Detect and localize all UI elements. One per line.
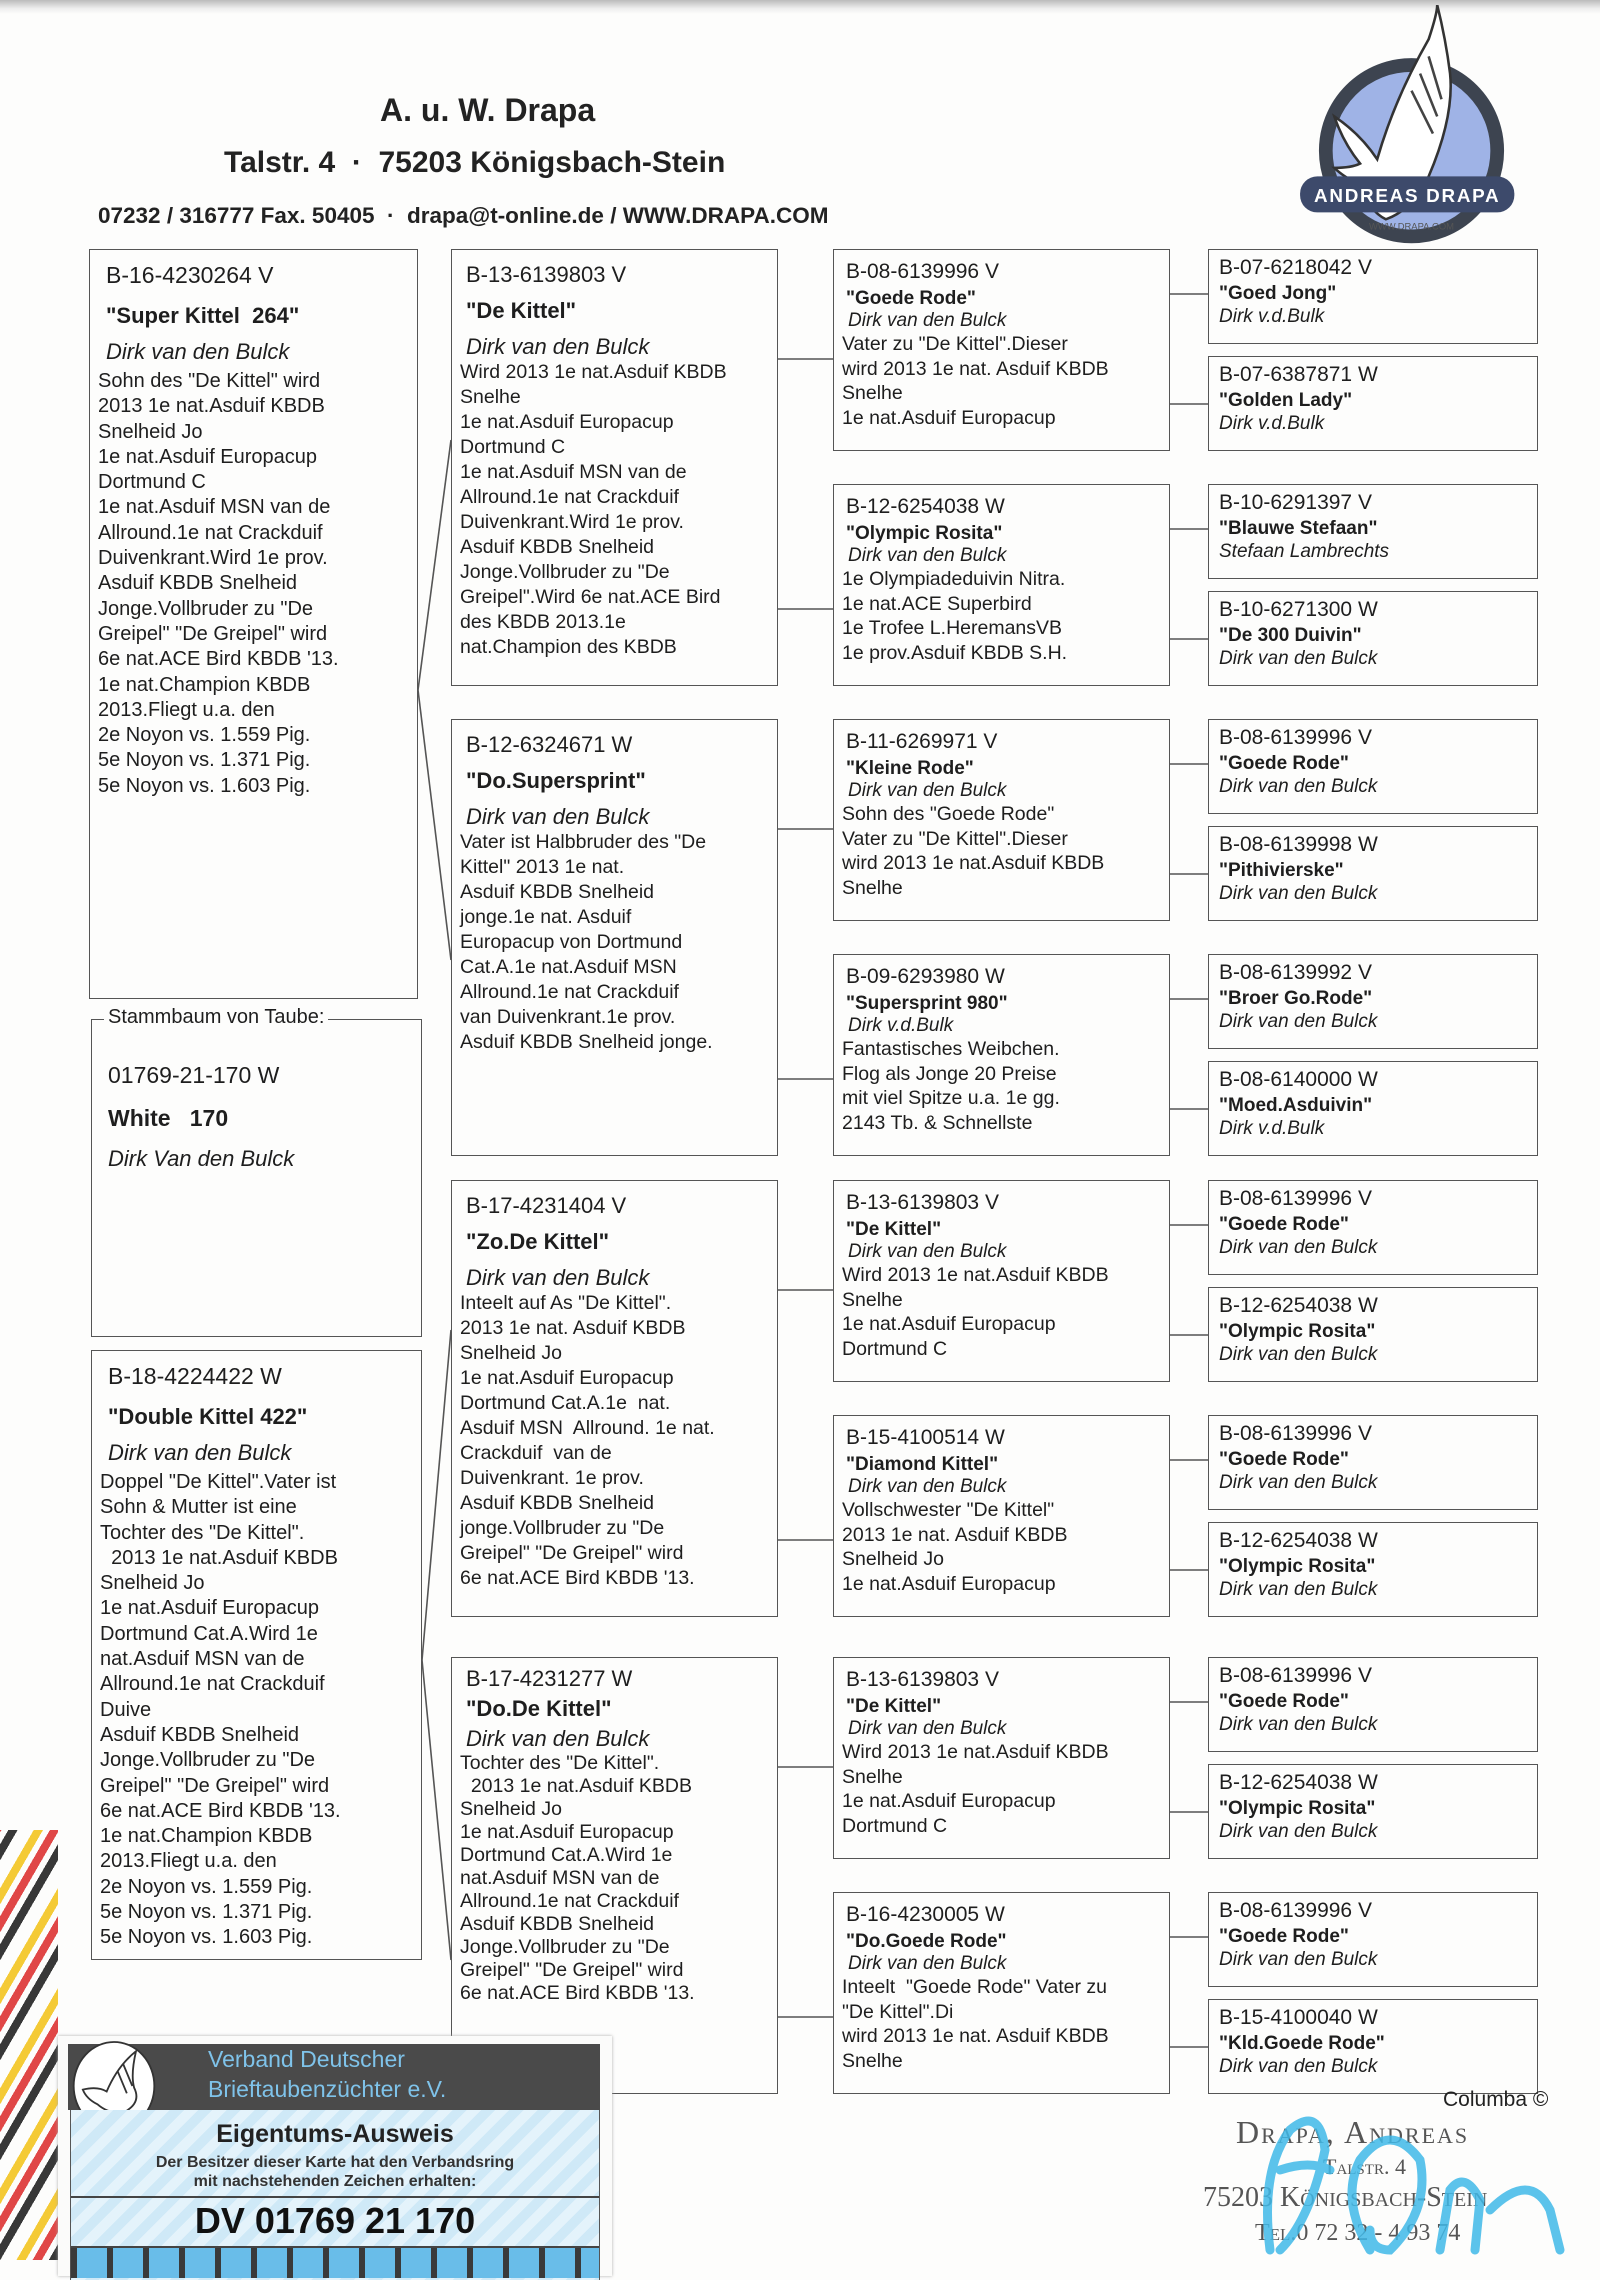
card-text-2: mit nachstehenden Zeichen erhalten:	[193, 2173, 477, 2190]
achievement-line: Dortmund C	[98, 471, 206, 494]
pedigree-box	[1208, 1522, 1538, 1617]
subject-box	[91, 1019, 422, 1337]
breeder-name: Dirk van den Bulck	[1219, 1949, 1378, 1970]
card-title: Eigentums-Ausweis	[216, 2120, 454, 2148]
achievement-line: Flog als Jonge 20 Preise	[842, 1062, 1057, 1085]
ring-number: B-10-6271300 W	[1219, 598, 1378, 621]
achievement-line: Duive	[100, 1698, 152, 1721]
pigeon-name: "Super Kittel 264"	[106, 303, 300, 328]
achievement-line: 1e nat.Asduif Europacup	[460, 1367, 674, 1389]
achievement-line: Sohn des "Goede Rode"	[842, 803, 1055, 825]
achievement-line: Vater ist Halbbruder des "De	[460, 831, 707, 853]
pedigree-box	[1208, 249, 1538, 344]
achievement-line: Snelheid Jo	[460, 1798, 562, 1820]
achievement-line: 5e Noyon vs. 1.603 Pig.	[98, 774, 311, 797]
achievement-line: 1e nat.Asduif Europacup	[460, 1821, 674, 1843]
subject-ring: 01769-21-170 W	[108, 1062, 280, 1088]
pedigree-box	[451, 1180, 778, 1617]
breeder-name: Dirk van den Bulck	[848, 1718, 1007, 1739]
achievement-line: Asduif KBDB Snelheid	[460, 1913, 655, 1935]
pigeon-name: "Goed Jong"	[1219, 283, 1337, 304]
pigeon-name: "Pithivierske"	[1219, 860, 1344, 881]
connector-line	[418, 440, 451, 690]
achievement-line: 2e Noyon vs. 1.559 Pig.	[98, 724, 311, 747]
pigeon-name: "Goede Rode"	[1219, 1691, 1349, 1712]
breeder-name: Dirk van den Bulck	[1219, 2056, 1378, 2077]
ring-number: B-08-6139996 V	[1219, 1187, 1372, 1210]
achievement-line: "De Kittel".Di	[842, 2000, 954, 2023]
pedigree-box	[1208, 1287, 1538, 1382]
ring-number: B-08-6139996 V	[1219, 1422, 1372, 1445]
ring-number: B-12-6254038 W	[1219, 1771, 1378, 1794]
ring-number: B-08-6139996 V	[846, 260, 999, 283]
achievement-line: 6e nat.ACE Bird KBDB '13.	[98, 648, 339, 671]
pigeon-name: "Kleine Rode"	[846, 758, 974, 779]
pedigree-box	[451, 249, 778, 686]
ring-number: B-07-6218042 V	[1219, 256, 1372, 279]
pigeon-name: "Diamond Kittel"	[846, 1454, 999, 1475]
card-pattern-band	[71, 2246, 599, 2278]
achievement-line: Tochter des "De Kittel".	[100, 1521, 305, 1544]
breeder-name: Dirk v.d.Bulk	[848, 1015, 954, 1036]
achievement-line: Jonge.Vollbruder zu "De	[98, 597, 314, 620]
achievement-line: 5e Noyon vs. 1.603 Pig.	[100, 1926, 313, 1949]
pedigree-box	[833, 1415, 1170, 1617]
card-org-line2: Brieftaubenzüchter e.V.	[208, 2076, 447, 2102]
breeder-name: Dirk v.d.Bulk	[1219, 1118, 1325, 1139]
breeder-name: Dirk van den Bulck	[1219, 1579, 1378, 1600]
pedigree-box	[1208, 1180, 1538, 1275]
pedigree-box	[89, 249, 418, 999]
pedigree-box	[833, 1892, 1170, 2094]
pigeon-name: "Zo.De Kittel"	[466, 1229, 610, 1254]
achievement-line: 2e Noyon vs. 1.559 Pig.	[100, 1875, 313, 1898]
signature	[1250, 2110, 1590, 2260]
breeder-name: Dirk v.d.Bulk	[1219, 306, 1325, 327]
stammbaum-label: Stammbaum von Taube:	[104, 1006, 328, 1029]
ring-number: B-17-4231277 W	[466, 1666, 633, 1691]
card-org-line1: Verband Deutscher	[208, 2046, 405, 2072]
subject-name: White 170	[108, 1105, 229, 1131]
pedigree-box	[833, 719, 1170, 921]
breeder-name: Dirk van den Bulck	[1219, 1821, 1378, 1842]
achievement-line: Asduif KBDB Snelheid jonge.	[460, 1031, 713, 1053]
pedigree-box	[1208, 1764, 1538, 1859]
logo-url: WWW.DRAPA.COM	[1369, 220, 1454, 232]
breeder-name: Dirk van den Bulck	[466, 1726, 650, 1751]
achievement-line: Wird 2013 1e nat.Asduif KBDB	[842, 1741, 1109, 1763]
ring-number: B-16-4230005 W	[846, 1903, 1005, 1926]
achievement-line: Allround.1e nat Crackduif	[460, 981, 679, 1003]
achievement-line: Sohn des "De Kittel" wird	[98, 370, 321, 392]
ring-number: B-08-6139996 V	[1219, 1899, 1372, 1922]
achievement-line: Allround.1e nat Crackduif	[460, 486, 679, 508]
achievement-line: 1e nat.Asduif Europacup	[842, 1572, 1056, 1595]
achievement-line: Dortmund C	[842, 1814, 948, 1837]
breeder-name: Dirk van den Bulck	[466, 1265, 650, 1290]
pigeon-name: "Do.Goede Rode"	[846, 1931, 1007, 1952]
achievement-line: nat.Asduif MSN van de	[460, 1867, 660, 1889]
achievement-line: Greipel".Wird 6e nat.ACE Bird	[460, 586, 721, 608]
achievement-line: 6e nat.ACE Bird KBDB '13.	[100, 1799, 341, 1822]
pigeon-name: "Olympic Rosita"	[1219, 1556, 1376, 1577]
achievement-line: 2013 1e nat.Asduif KBDB	[100, 1546, 338, 1569]
achievement-line: Allround.1e nat Crackduif	[100, 1673, 325, 1696]
pigeon-name: "Broer Go.Rode"	[1219, 988, 1373, 1009]
achievement-line: Duivenkrant.Wird 1e prov.	[460, 511, 684, 533]
achievement-line: Doppel "De Kittel".Vater ist	[100, 1471, 337, 1493]
pedigree-box	[1208, 356, 1538, 451]
achievement-line: Tochter des "De Kittel".	[460, 1752, 660, 1774]
achievement-line: Crackduif van de	[460, 1442, 612, 1464]
achievement-line: 2013 1e nat. Asduif KBDB	[842, 1523, 1068, 1546]
achievement-line: wird 2013 1e nat. Asduif KBDB	[842, 357, 1109, 380]
breeder-name: Dirk van den Bulck	[848, 310, 1007, 331]
copyright: Columba ©	[1443, 2088, 1549, 2111]
achievement-line: jonge.Vollbruder zu "De	[460, 1517, 665, 1539]
pigeon-name: "Goede Rode"	[1219, 1926, 1349, 1947]
pedigree-box	[833, 484, 1170, 686]
achievement-line: 1e nat.Asduif MSN van de	[98, 496, 331, 519]
achievement-line: Vater zu "De Kittel".Dieser	[842, 827, 1068, 850]
breeder-name: Stefaan Lambrechts	[1219, 541, 1390, 562]
pedigree-box	[451, 719, 778, 1156]
ring-number: B-09-6293980 W	[846, 965, 1005, 988]
achievement-line: 1e Trofee L.HeremansVB	[842, 617, 1063, 639]
pigeon-name: "Goede Rode"	[1219, 1449, 1349, 1470]
achievement-line: 1e nat.ACE Superbird	[842, 592, 1032, 615]
achievement-line: nat.Champion des KBDB	[460, 636, 677, 658]
achievement-line: Wird 2013 1e nat.Asduif KBDB	[842, 1264, 1109, 1286]
pedigree-box	[833, 249, 1170, 451]
achievement-line: 1e nat.Asduif Europacup	[100, 1597, 320, 1620]
connector-line	[422, 1660, 451, 1960]
pedigree-box	[833, 1657, 1170, 1859]
logo-text: ANDREAS DRAPA	[1314, 185, 1501, 207]
achievement-line: 2013 1e nat.Asduif KBDB	[460, 1775, 692, 1797]
pedigree-box	[1208, 1061, 1538, 1156]
pedigree-box	[451, 1657, 778, 2094]
pigeon-name: "Goede Rode"	[1219, 753, 1349, 774]
ring-number: B-13-6139803 V	[466, 262, 627, 287]
breeder-address: Talstr. 4 · 75203 Königsbach-Stein	[224, 146, 726, 179]
achievement-line: Dortmund Cat.A.1e nat.	[460, 1392, 671, 1414]
achievement-line: 1e nat.Asduif Europacup	[842, 1313, 1056, 1335]
achievement-line: des KBDB 2013.1e	[460, 611, 626, 633]
achievement-line: Inteelt auf As "De Kittel".	[460, 1292, 672, 1314]
subject-breeder: Dirk Van den Bulck	[108, 1146, 295, 1171]
breeder-name: Dirk van den Bulck	[1219, 648, 1378, 669]
pedigree-box	[1208, 1415, 1538, 1510]
pedigree-box	[833, 1180, 1170, 1382]
ring-number: B-13-6139803 V	[846, 1668, 999, 1691]
pigeon-name: "Olympic Rosita"	[846, 523, 1003, 544]
ownership-card	[58, 2036, 612, 2276]
ring-number: B-08-6140000 W	[1219, 1068, 1378, 1091]
breeder-name: Dirk van den Bulck	[108, 1440, 292, 1465]
pedigree-box	[1208, 591, 1538, 686]
breeder-name: Dirk van den Bulck	[1219, 883, 1378, 904]
achievement-line: 2013.Fliegt u.a. den	[100, 1850, 277, 1873]
ring-number: B-15-4100040 W	[1219, 2006, 1378, 2029]
pigeon-name: "De Kittel"	[466, 298, 577, 323]
ring-number: B-13-6139803 V	[846, 1191, 999, 1214]
breeder-name: Dirk van den Bulck	[1219, 1472, 1378, 1493]
achievement-line: Snelheid Jo	[100, 1572, 205, 1595]
achievement-line: Snelhe	[842, 382, 903, 404]
achievement-line: Fantastisches Weibchen.	[842, 1038, 1060, 1060]
achievement-line: Greipel" "De Greipel" wird	[100, 1774, 330, 1797]
breeder-name: Dirk van den Bulck	[1219, 776, 1378, 797]
pigeon-name: "Do.Supersprint"	[466, 768, 646, 793]
flag-stripes	[0, 1830, 58, 2260]
pigeon-name: "Moed.Asduivin"	[1219, 1095, 1373, 1116]
stamp-name: Drapa, Andreas	[1236, 2114, 1470, 2150]
achievement-line: 2013 1e nat.Asduif KBDB	[98, 395, 325, 418]
connector-line	[418, 690, 451, 960]
ring-number: B-12-6254038 W	[1219, 1294, 1378, 1317]
achievement-line: Snelhe	[460, 386, 521, 408]
breeder-name: Dirk van den Bulck	[466, 334, 650, 359]
achievement-line: nat.Asduif MSN van de	[100, 1648, 305, 1671]
breeder-name: Dirk van den Bulck	[848, 545, 1007, 566]
ring-number: B-12-6324671 W	[466, 732, 633, 757]
achievement-line: Jonge.Vollbruder zu "De	[460, 561, 670, 583]
achievement-line: 1e nat.Champion KBDB	[98, 673, 311, 696]
pigeon-name: "Golden Lady"	[1219, 390, 1353, 411]
pedigree-box	[1208, 954, 1538, 1049]
breeder-name: A. u. W. Drapa	[380, 92, 596, 128]
breeder-name: Dirk van den Bulck	[106, 339, 290, 364]
pigeon-name: "De 300 Duivin"	[1219, 625, 1362, 646]
ring-number: B-08-6139998 W	[1219, 833, 1378, 856]
achievement-line: Dortmund C	[460, 436, 566, 458]
ring-number: B-15-4100514 W	[846, 1426, 1005, 1449]
achievement-line: Snelhe	[842, 1765, 903, 1788]
achievement-line: Jonge.Vollbruder zu "De	[100, 1749, 316, 1772]
ring-number: B-07-6387871 W	[1219, 363, 1378, 386]
breeder-name: Dirk v.d.Bulk	[1219, 413, 1325, 434]
ring-number: B-16-4230264 V	[106, 262, 274, 288]
pigeon-name: "Blauwe Stefaan"	[1219, 518, 1378, 539]
achievement-line: 2013.Fliegt u.a. den	[98, 698, 275, 721]
breeder-name: Dirk van den Bulck	[1219, 1714, 1378, 1735]
pigeon-name: "Olympic Rosita"	[1219, 1798, 1376, 1819]
ring-number: B-08-6139996 V	[1219, 726, 1372, 749]
achievement-line: 1e nat.Asduif Europacup	[842, 1790, 1056, 1812]
stamp-city: 75203 Königsbach-Stein	[1203, 2182, 1488, 2213]
pigeon-name: "Kld.Goede Rode"	[1219, 2033, 1385, 2054]
breeder-contact: 07232 / 316777 Fax. 50405 · drapa@t-online.de / WWW.DRAPA.COM	[98, 203, 829, 228]
achievement-line: 2143 Tb. & Schnellste	[842, 1111, 1033, 1134]
card-text-1: Der Besitzer dieser Karte hat den Verbandsring	[155, 2154, 515, 2171]
achievement-line: Asduif KBDB Snelheid	[98, 572, 298, 595]
achievement-line: Snelheid Jo	[98, 420, 203, 443]
achievement-line: Dortmund C	[842, 1337, 948, 1360]
achievement-line: wird 2013 1e nat. Asduif KBDB	[842, 2025, 1109, 2047]
pedigree-box	[1208, 719, 1538, 814]
achievement-line: Cat.A.1e nat.Asduif MSN	[460, 956, 677, 978]
pigeon-name: "De Kittel"	[846, 1696, 942, 1717]
ring-number: B-12-6254038 W	[846, 495, 1005, 518]
ring-number: B-17-4231404 V	[466, 1193, 627, 1218]
achievement-line: Dortmund Cat.A.Wird 1e	[100, 1622, 318, 1645]
achievement-line: 1e nat.Champion KBDB	[100, 1825, 313, 1848]
breeder-name: Dirk van den Bulck	[1219, 1011, 1378, 1032]
achievement-line: van Duivenkrant.1e prov.	[460, 1006, 676, 1028]
achievement-line: Snelhe	[842, 1288, 903, 1311]
pigeon-name: "Supersprint 980"	[846, 993, 1008, 1014]
achievement-line: Vollschwester "De Kittel"	[842, 1499, 1055, 1521]
pedigree-box	[1208, 484, 1538, 579]
pigeon-name: "Goede Rode"	[846, 288, 976, 309]
achievement-line: 1e nat.Asduif Europacup	[98, 445, 318, 468]
achievement-line: Snelheid Jo	[460, 1342, 562, 1364]
achievement-line: 1e nat.Asduif Europacup	[842, 406, 1056, 429]
ring-number: B-11-6269971 V	[846, 730, 998, 753]
achievement-line: mit viel Spitze u.a. 1e gg.	[842, 1087, 1060, 1109]
breeder-name: Dirk van den Bulck	[1219, 1237, 1378, 1258]
card-ring-number: DV 01769 21 170	[194, 2200, 476, 2241]
ring-number: B-12-6254038 W	[1219, 1529, 1378, 1552]
breeder-name: Dirk van den Bulck	[848, 1953, 1007, 1974]
achievement-line: Asduif KBDB Snelheid	[460, 881, 655, 903]
achievement-line: Europacup von Dortmund	[460, 931, 683, 953]
achievement-line: Snelheid Jo	[842, 1548, 944, 1570]
achievement-line: Duivenkrant.Wird 1e prov.	[98, 547, 328, 570]
achievement-line: Sohn & Mutter ist eine	[100, 1496, 297, 1519]
achievement-line: 6e nat.ACE Bird KBDB '13.	[460, 1567, 695, 1589]
achievement-line: 2013 1e nat. Asduif KBDB	[460, 1317, 686, 1339]
ring-number: B-08-6139996 V	[1219, 1664, 1372, 1687]
breeder-name: Dirk van den Bulck	[1219, 1344, 1378, 1365]
achievement-line: Duivenkrant. 1e prov.	[460, 1467, 644, 1489]
stamp-phone: Tel.0 72 32 - 4 93 74	[1255, 2220, 1461, 2246]
card-divider	[71, 2196, 599, 2198]
achievement-line: Vater zu "De Kittel".Dieser	[842, 333, 1068, 355]
card-body	[70, 2110, 600, 2280]
achievement-line: 5e Noyon vs. 1.371 Pig.	[100, 1901, 313, 1924]
pedigree-box	[1208, 826, 1538, 921]
stamp-street: Talstr. 4	[1323, 2154, 1406, 2179]
pigeon-name: "Do.De Kittel"	[466, 1696, 612, 1721]
pigeon-name: "De Kittel"	[846, 1219, 942, 1240]
breeder-name: Dirk van den Bulck	[848, 1476, 1007, 1497]
ring-number: B-08-6139992 V	[1219, 961, 1372, 984]
achievement-line: Snelhe	[842, 876, 903, 899]
achievement-line: 1e prov.Asduif KBDB S.H.	[842, 641, 1068, 664]
pedigree-box	[1208, 1999, 1538, 2094]
achievement-line: Inteelt "Goede Rode" Vater zu	[842, 1976, 1107, 1998]
achievement-line: 1e nat.Asduif MSN van de	[460, 461, 687, 483]
achievement-line: Greipel" "De Greipel" wird	[460, 1959, 684, 1981]
ring-number: B-18-4224422 W	[108, 1363, 282, 1389]
achievement-line: Wird 2013 1e nat.Asduif KBDB	[460, 361, 727, 383]
pigeon-name: "Goede Rode"	[1219, 1214, 1349, 1235]
pigeon-name: "Olympic Rosita"	[1219, 1321, 1376, 1342]
pedigree-box	[91, 1350, 422, 1960]
achievement-line: Greipel" "De Greipel" wird	[98, 622, 328, 645]
breeder-name: Dirk van den Bulck	[848, 1241, 1007, 1262]
achievement-line: Greipel" "De Greipel" wird	[460, 1542, 684, 1564]
pedigree-box	[1208, 1657, 1538, 1752]
achievement-line: Asduif KBDB Snelheid	[100, 1723, 300, 1746]
achievement-line: Asduif KBDB Snelheid	[460, 1492, 655, 1514]
achievement-line: Allround.1e nat Crackduif	[98, 521, 323, 544]
pedigree-box	[833, 954, 1170, 1156]
drapa-logo	[1300, 5, 1523, 245]
breeder-name: Dirk van den Bulck	[466, 804, 650, 829]
breeder-name: Dirk van den Bulck	[848, 780, 1007, 801]
achievement-line: 1e Olympiadeduivin Nitra.	[842, 568, 1066, 590]
achievement-line: wird 2013 1e nat.Asduif KBDB	[842, 852, 1105, 874]
achievement-line: Snelhe	[842, 2049, 903, 2072]
achievement-line: Asduif MSN Allround. 1e nat.	[460, 1417, 715, 1439]
achievement-line: 6e nat.ACE Bird KBDB '13.	[460, 1982, 695, 2004]
achievement-line: Dortmund Cat.A.Wird 1e	[460, 1844, 673, 1866]
pigeon-name: "Double Kittel 422"	[108, 1404, 308, 1429]
pedigree-box	[1208, 1892, 1538, 1987]
ring-number: B-10-6291397 V	[1219, 491, 1372, 514]
achievement-line: Asduif KBDB Snelheid	[460, 536, 655, 558]
connector-line	[422, 1330, 451, 1660]
achievement-line: 1e nat.Asduif Europacup	[460, 411, 674, 433]
achievement-line: jonge.1e nat. Asduif	[460, 906, 632, 928]
achievement-line: Jonge.Vollbruder zu "De	[460, 1936, 670, 1958]
achievement-line: Allround.1e nat Crackduif	[460, 1890, 679, 1912]
achievement-line: Kittel" 2013 1e nat.	[460, 856, 625, 878]
achievement-line: 5e Noyon vs. 1.371 Pig.	[98, 749, 311, 772]
